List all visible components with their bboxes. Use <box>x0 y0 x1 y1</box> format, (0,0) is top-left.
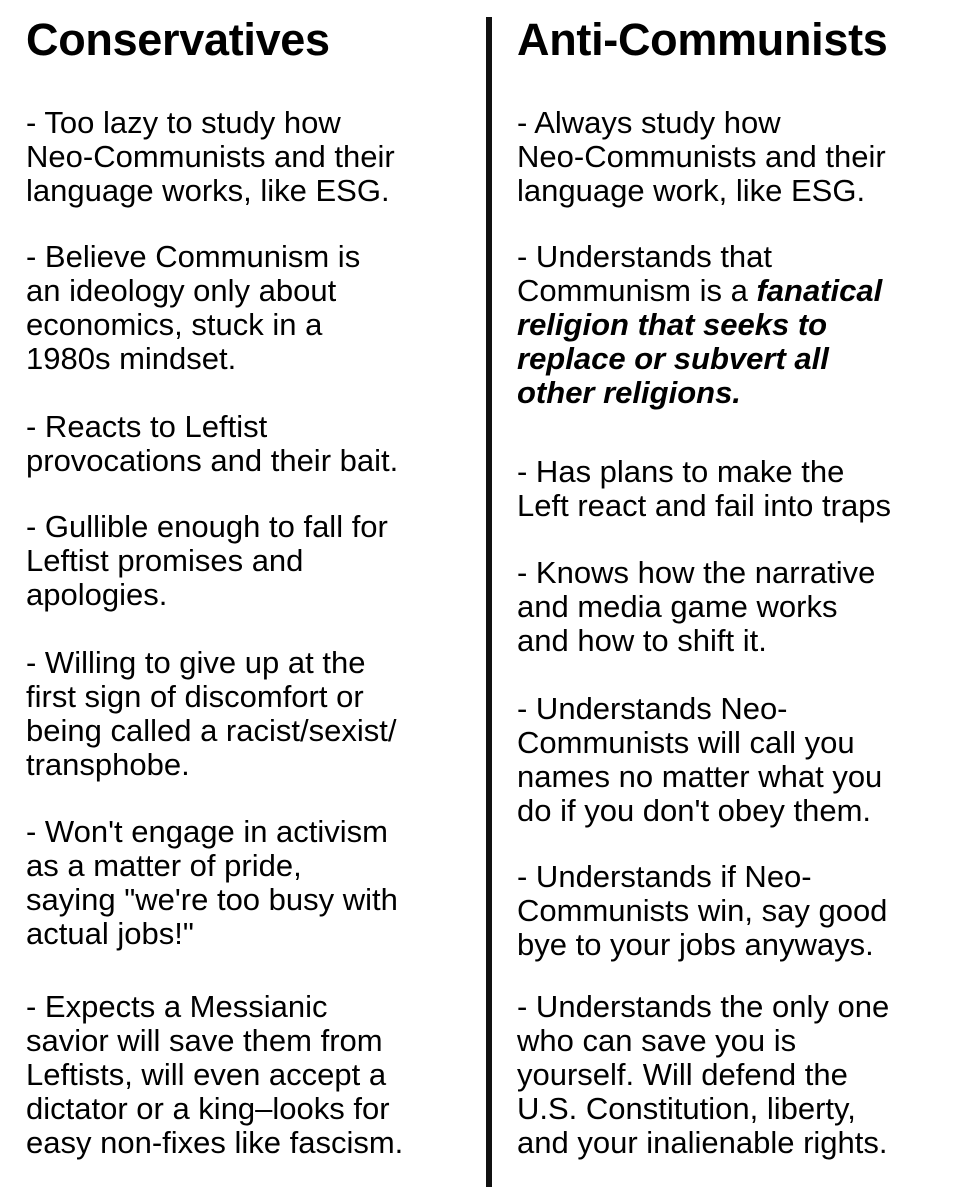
anti-communists-item-5: - Understands Neo- Communists will call you names no matter what you do if you don't obey them. <box>517 691 883 828</box>
conservatives-item-5: - Willing to give up at the first sign of discomfort or being called a racist/sexist/ transphobe. <box>26 645 397 782</box>
conservatives-item-7: - Expects a Messianic savior will save them from Leftists, will even accept a dictator or a king–looks for easy non-fixes like fascism. <box>26 989 404 1160</box>
emphasis-text: fanatical <box>756 273 883 308</box>
conservatives-item-4: - Gullible enough to fall for Leftist promises and apologies. <box>26 509 388 612</box>
anti-communists-item-6: - Understands if Neo- Communists win, say good bye to your jobs anyways. <box>517 859 888 962</box>
conservatives-item-6: - Won't engage in activism as a matter of pride, saying "we're too busy with actual jobs!" <box>26 814 398 951</box>
anti-communists-item-4: - Knows how the narrative and media game works and how to shift it. <box>517 555 876 658</box>
conservatives-item-1: - Too lazy to study how Neo-Communists and their language works, like ESG. <box>26 105 395 208</box>
conservatives-item-2: - Believe Communism is an ideology only about economics, stuck in a 1980s mindset. <box>26 239 361 376</box>
anti-communists-heading: Anti-Communists <box>517 14 888 65</box>
anti-communists-item-2: - Understands that Communism is a fanatical religion that seeks to replace or subvert all other religions. <box>517 239 883 410</box>
conservatives-heading: Conservatives <box>26 14 330 65</box>
anti-communists-item-1: - Always study how Neo-Communists and their language work, like ESG. <box>517 105 886 208</box>
conservatives-item-3: - Reacts to Leftist provocations and their bait. <box>26 409 399 478</box>
anti-communists-item-7: - Understands the only one who can save you is yourself. Will defend the U.S. Constitution, liberty, and your inalienable rights. <box>517 989 890 1160</box>
anti-communists-item-3: - Has plans to make the Left react and fail into traps <box>517 454 891 523</box>
column-divider <box>486 17 492 1187</box>
